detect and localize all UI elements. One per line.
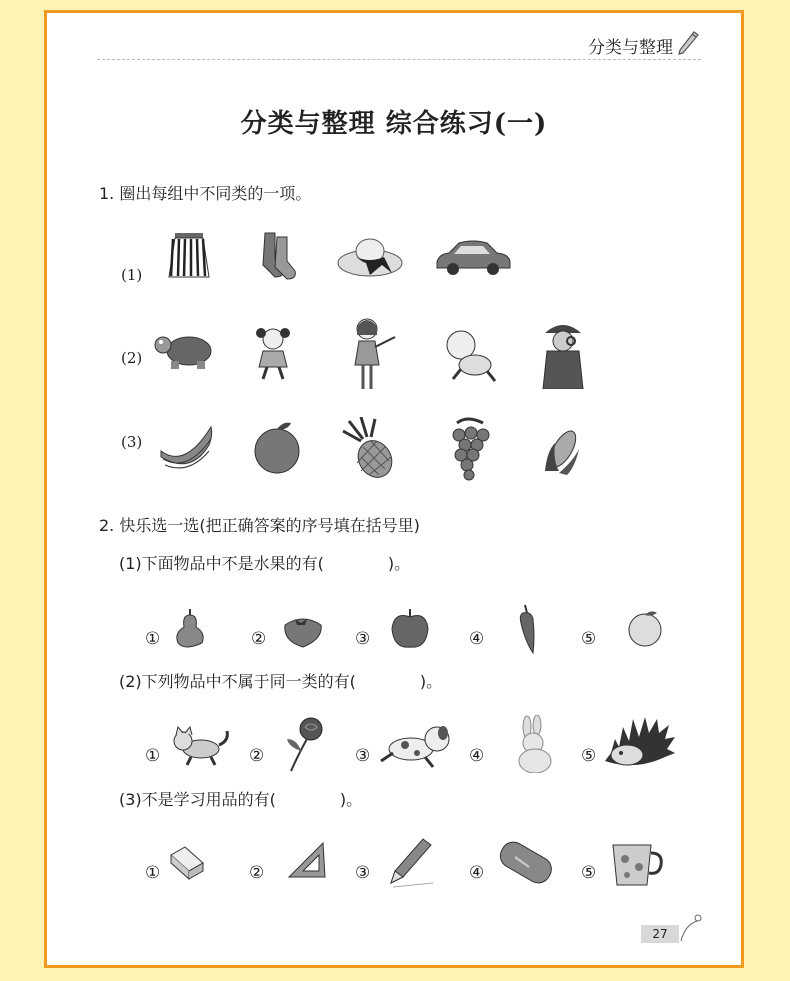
sub-question-2-end: )。 (419, 672, 443, 691)
skirt-icon[interactable] (165, 231, 213, 279)
sub-question-3-end: )。 (339, 790, 363, 809)
sub-question-1-end: )。 (387, 554, 411, 573)
rose-icon[interactable] (283, 715, 327, 773)
orange-icon[interactable] (253, 419, 301, 475)
cup-icon[interactable] (609, 839, 665, 889)
option-1-3-number: ③ (355, 629, 371, 649)
option-2-1-number: ① (145, 746, 161, 766)
option-2-2-number: ② (249, 746, 265, 766)
turtle-icon[interactable] (153, 331, 217, 371)
rabbit-icon[interactable] (513, 715, 555, 773)
pencil-case-icon[interactable] (495, 835, 555, 889)
corn-icon[interactable] (539, 425, 585, 475)
quill-decoration-icon (679, 913, 703, 943)
option-1-2-number: ② (251, 629, 267, 649)
option-1-5-number: ⑤ (581, 629, 597, 649)
pencil-icon (677, 29, 701, 55)
option-3-4-number: ④ (469, 863, 485, 883)
banana-icon[interactable] (157, 423, 215, 473)
sub-question-3-text: (3)不是学习用品的有( (119, 790, 276, 809)
header-title: 分类与整理 (588, 38, 673, 58)
woman-teacher-icon[interactable] (347, 315, 397, 391)
peach-icon[interactable] (625, 609, 665, 647)
option-2-5-number: ⑤ (581, 746, 597, 766)
baby-icon[interactable] (441, 325, 497, 383)
option-3-3-number: ③ (355, 863, 371, 883)
workbook-page (44, 10, 744, 968)
sub-question-2-text: (2)下列物品中不属于同一类的有( (119, 672, 356, 691)
pencil-icon[interactable] (385, 835, 435, 889)
option-1-1-number: ① (145, 629, 161, 649)
socks-icon[interactable] (255, 231, 299, 281)
page-header (97, 31, 701, 60)
option-3-1-number: ① (145, 863, 161, 883)
cat-icon[interactable] (171, 725, 229, 767)
set-square-icon[interactable] (285, 839, 329, 881)
grapes-icon[interactable] (447, 415, 493, 481)
option-2-3-number: ③ (355, 746, 371, 766)
page-number: 27 (641, 925, 679, 943)
question-1-title: 1. 圈出每组中不同类的一项。 (99, 184, 312, 203)
dog-icon[interactable] (379, 719, 455, 769)
sub-question-1-text: (1)下面物品中不是水果的有( (119, 554, 324, 573)
page-title: 分类与整理 综合练习(一) (240, 109, 548, 139)
detective-icon[interactable] (537, 319, 589, 389)
pear-icon[interactable] (173, 605, 207, 649)
question-2-title: 2. 快乐选一选(把正确答案的序号填在括号里) (99, 516, 420, 535)
sun-hat-icon[interactable] (337, 235, 403, 281)
eraser-icon[interactable] (167, 843, 207, 881)
apple-icon[interactable] (387, 607, 433, 649)
girl-icon[interactable] (251, 325, 295, 381)
option-3-5-number: ⑤ (581, 863, 597, 883)
sub-question-2 (119, 669, 442, 692)
hedgehog-icon[interactable] (605, 717, 679, 771)
sub-question-3 (119, 787, 362, 810)
option-3-2-number: ② (249, 863, 265, 883)
option-2-4-number: ④ (469, 746, 485, 766)
strawberry-icon[interactable] (279, 611, 325, 649)
pineapple-icon[interactable] (341, 417, 399, 479)
row-label-1: (1) (121, 266, 143, 284)
chili-pepper-icon[interactable] (515, 601, 541, 655)
car-icon[interactable] (433, 238, 513, 276)
sub-question-1 (119, 551, 410, 574)
row-label-3: (3) (121, 433, 143, 451)
option-1-4-number: ④ (469, 629, 485, 649)
row-label-2: (2) (121, 349, 143, 367)
